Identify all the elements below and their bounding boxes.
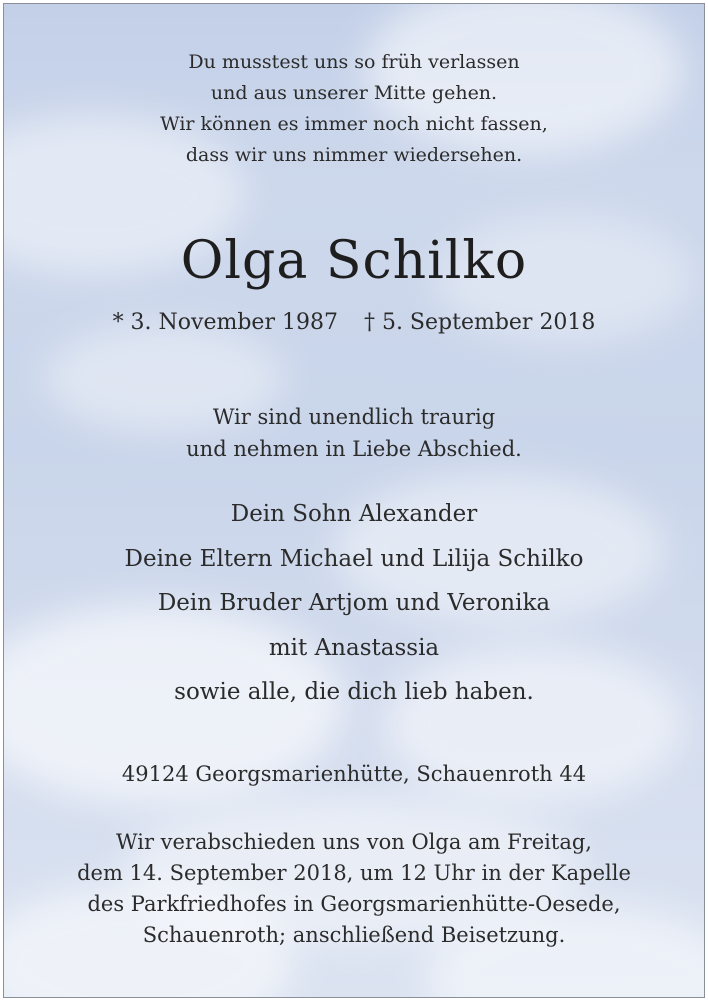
life-dates [4,307,704,339]
verse-line: und aus unserer Mitte gehen. [210,82,498,104]
death-date: † 5. September 2018 [363,310,596,335]
funeral-line: Schauenroth; anschließend Beisetzung. [142,923,566,947]
deceased-name: Olga Schilko [180,231,528,291]
verse [4,47,704,171]
mourner-line: Deine Eltern Michael und Lilija Schilko [124,545,584,572]
sorrow-line: Wir sind unendlich traurig [212,405,496,429]
address: 49124 Georgsmarienhütte, Schauenroth 44 [121,762,587,786]
funeral-line: dem 14. September 2018, um 12 Uhr in der Kapelle [77,861,631,885]
verse-line: dass wir uns nimmer wiedersehen. [185,144,523,166]
mourner-line: Dein Bruder Artjom und Veronika [157,590,551,616]
verse-line: Wir können es immer noch nicht fassen, [160,113,548,135]
funeral-notice [4,827,704,951]
sorrow-text [4,401,704,465]
birth-date: * 3. November 1987 [112,310,338,335]
mourner-line: Dein Sohn Alexander [230,501,478,527]
obituary-card [3,3,705,998]
obituary-content [4,4,704,997]
sorrow-line: und nehmen in Liebe Abschied. [186,437,522,461]
mourners-list [4,492,704,715]
mourner-line: sowie alle, die dich lieb haben. [174,679,534,705]
funeral-line: Wir verabschieden uns von Olga am Freitag, [116,830,592,854]
mourner-line: mit Anastassia [268,634,440,661]
verse-line: Du musstest uns so früh verlassen [188,51,520,73]
funeral-line: des Parkfriedhofes in Georgsmarienhütte-Oesede, [87,892,621,916]
